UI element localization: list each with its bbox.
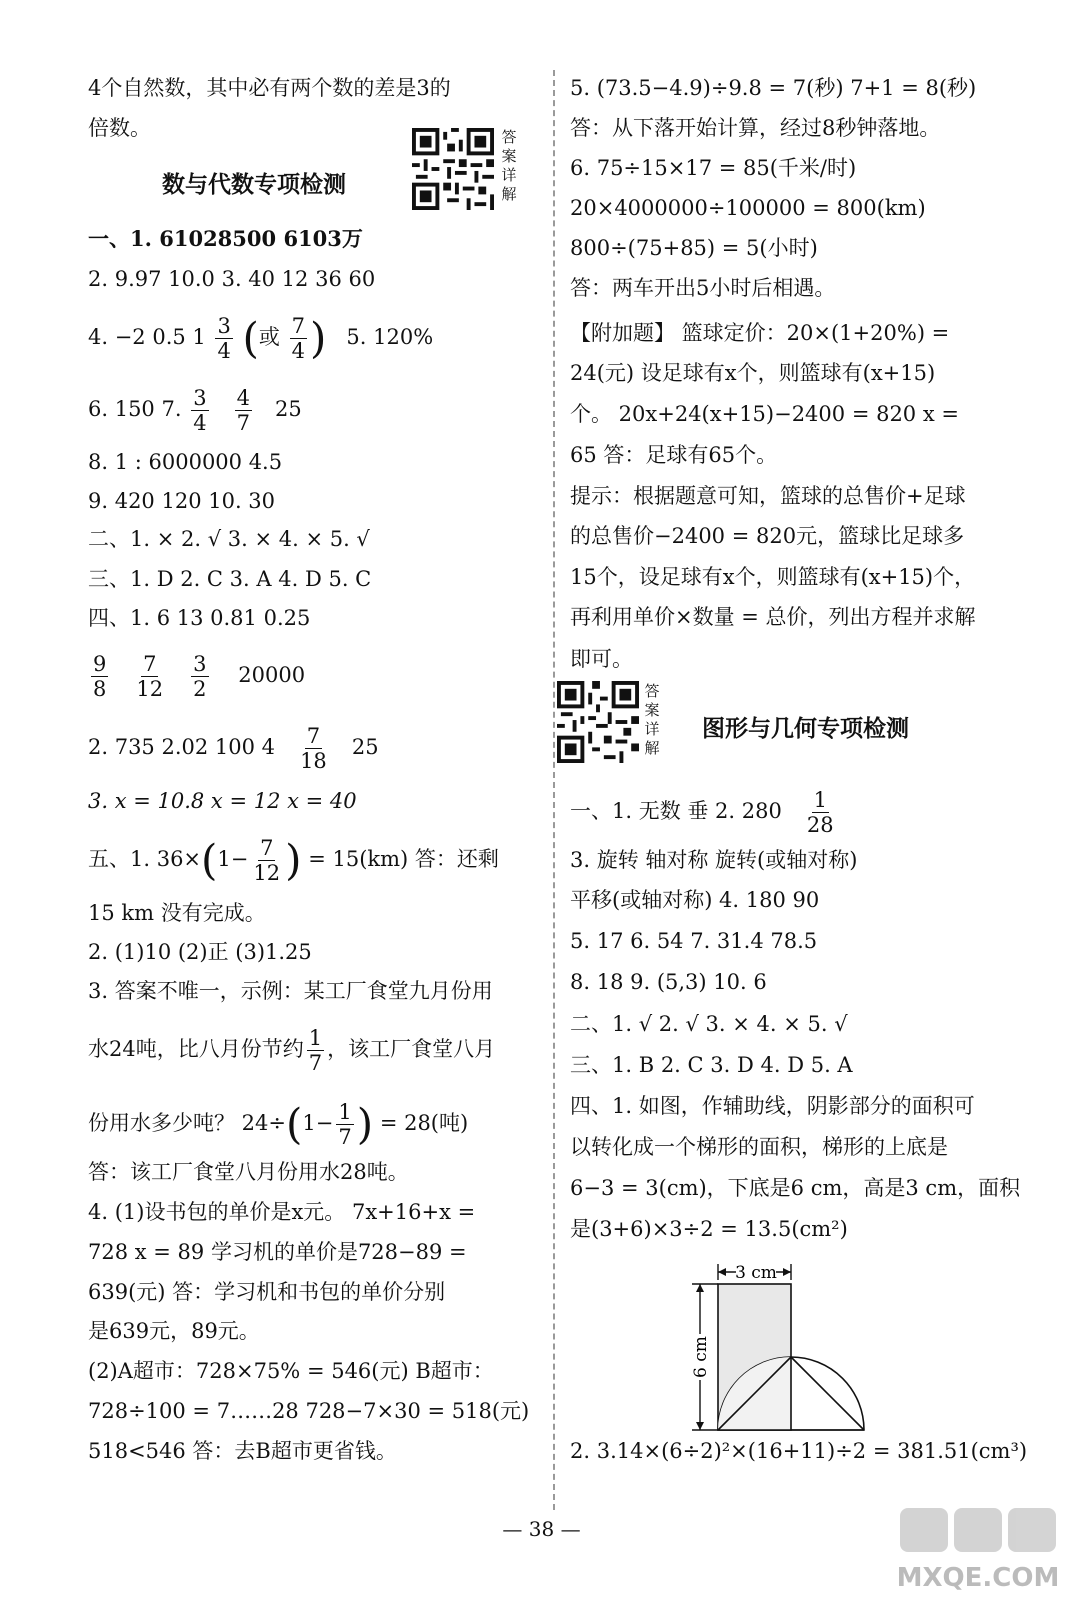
denominator: 8 [93,677,107,701]
text-segment: 水24吨，比八月份节约 [88,1037,304,1061]
text-line: 4个自然数，其中必有两个数的差是3的 [88,76,451,100]
fraction [251,836,282,885]
fraction [805,788,836,837]
answer-line: 三、1. D 2. C 3. A 4. D 5. C [88,567,372,591]
numerator: 9 [93,652,107,676]
answer-line: 20×4000000÷100000 = 800(km) [570,196,926,220]
answer-line: 二、1. √ 2. √ 3. × 4. × 5. √ [570,1012,848,1036]
dimension-label-top: 3 cm [735,1263,777,1283]
denominator: 7 [236,411,250,435]
answer-line: 9. 420 120 10. 30 [88,489,276,513]
answer-line: 800÷(75+85) = 5(小时) [570,236,818,260]
answer-line: (2)A超市：728×75% = 546(元) B超市： [88,1359,494,1383]
text-segment: 一、1. 无数 垂 2. 280 [570,799,782,823]
answer-line: 一、1. 61028500 6103万 [88,226,363,251]
answer-line: 4. (1)设书包的单价是x元。 7x+16+x = [88,1200,476,1224]
answer-line: 答：从下落开始计算，经过8秒钟落地。 [570,116,941,140]
text-segment: = 28(吨) [379,1111,469,1135]
text-segment: = 15(km) 答：还剩 [308,847,499,871]
section-title-algebra: 数与代数专项检测 [162,172,346,198]
qr-caption: 答案详解 [501,128,517,203]
text-segment: 1− [302,1111,334,1135]
qr-code-icon [412,128,494,210]
answer-line: 8. 1 : 6000000 4.5 [88,450,283,474]
text-segment: 4. −2 0.5 1 [88,325,206,349]
answer-line [88,1026,495,1075]
answer-line: 518<546 答：去B超市更省钱。 [88,1439,397,1463]
answer-line: 2. (1)10 (2)正 (3)1.25 [88,940,312,964]
numerator: 1 [338,1100,352,1124]
answer-line: 是639元，89元。 [88,1319,260,1343]
numerator: 7 [306,724,321,748]
answer-line: 2. 9.97 10.0 3. 40 12 36 60 [88,267,376,291]
answer-line: 答：两车开出5小时后相遇。 [570,276,836,300]
text-segment: 5. 120% [346,325,434,349]
answer-line: 3. x = 10.8 x = 12 x = 40 [88,789,357,813]
denominator: 12 [136,677,164,701]
answer-line [88,724,379,773]
text-segment: 20000 [238,663,306,687]
qr-code-icon [557,681,639,763]
text-segment: 25 [275,397,302,421]
fraction [191,386,208,435]
dimension-label-side: 6 cm [691,1336,711,1378]
hint-line: 的总售价−2400 = 820元，篮球比足球多 [570,524,965,548]
numerator: 7 [260,836,274,860]
numerator: 4 [236,386,250,410]
answer-line [570,788,839,837]
numerator: 1 [308,1026,323,1050]
text-segment: 1− [217,847,249,871]
answer-line: 四、1. 如图，作辅助线，阴影部分的面积可 [570,1094,975,1118]
denominator: 2 [193,677,207,701]
answer-line: 8. 18 9. (5,3) 10. 6 [570,970,767,994]
numerator: 7 [291,314,305,338]
fraction [298,724,329,773]
answer-line: 5. (73.5−4.9)÷9.8 = 7(秒) 7+1 = 8(秒) [570,76,977,100]
fraction [134,652,165,701]
text-segment: 2. 735 2.02 100 4 [88,735,276,759]
hint-line: 提示：根据题意可知，篮球的总售价+足球 [570,484,966,508]
answer-line: 是(3+6)×3÷2 = 13.5(cm²) [570,1217,848,1241]
fraction [290,314,307,363]
answer-line: 五、1. 36×(1− $\frac{7}{12}$ ) = 15(km) 答：还剩 [88,835,499,885]
fraction [235,386,252,435]
text-segment: 25 [351,735,379,759]
text-segment: 份用水多少吨？ 24÷ [88,1111,286,1135]
text-line: 倍数。 [88,116,151,140]
fraction [215,314,232,363]
hint-line: 即可。 [570,647,633,671]
hint-line: 再利用单价×数量 = 总价，列出方程并求解 [570,605,976,629]
numerator: 1 [813,788,827,812]
text-segment: 或 [258,325,280,349]
answer-line: 三、1. B 2. C 3. D 4. D 5. A [570,1053,853,1077]
answer-line: 二、1. × 2. √ 3. × 4. × 5. √ [88,527,370,551]
fraction [91,652,108,701]
answer-line: 15 km 没有完成。 [88,901,266,925]
numerator: 3 [193,652,207,676]
answer-line: 四、1. 6 13 0.81 0.25 [88,606,311,630]
text-segment: ，该工厂食堂八月 [327,1037,496,1061]
column-divider [553,70,556,1510]
denominator: 28 [806,813,834,837]
denominator: 12 [253,861,281,885]
watermark-text: MXQE.COM [896,1563,1060,1593]
denominator: 7 [338,1125,352,1149]
denominator: 4 [217,339,231,363]
numerator: 3 [217,314,231,338]
text-segment: 6. 150 7. [88,397,182,421]
answer-line: 639(元) 答：学习机和书包的单价分别 [88,1280,446,1304]
denominator: 18 [300,749,327,773]
section-title-geometry: 图形与几何专项检测 [702,716,909,742]
answer-line: 【附加题】 篮球定价：20×(1+20%) = [570,321,950,345]
qr-caption: 答案详解 [644,682,660,757]
page-number: — 38 — [502,1517,581,1541]
fraction [307,1026,324,1075]
answer-line: 5. 17 6. 54 7. 31.4 78.5 [570,929,818,953]
answer-line: 4. −2 0.5 1 $\frac{3}{4}$ (或 $\frac{7}{4}$ ) 5. 120% [88,313,434,363]
denominator: 4 [193,411,207,435]
answer-line: 平移(或轴对称) 4. 180 90 [570,888,820,912]
answer-line: 728÷100 = 7……28 728−7×30 = 518(元) [88,1399,530,1423]
answer-line: 6−3 = 3(cm)，下底是6 cm，高是3 cm，面积 [570,1176,1021,1200]
hint-line: 15个，设足球有x个，则篮球有(x+15)个， [570,565,976,589]
watermark-logo [878,1502,1078,1597]
fraction [191,652,208,701]
answer-line: 2. 3.14×(6÷2)²×(16+11)÷2 = 381.51(cm³) [570,1439,1028,1463]
answer-line [88,386,302,435]
answer-line: 以转化成一个梯形的面积，梯形的上底是 [570,1135,948,1159]
answer-line: 个。 20x+24(x+15)−2400 = 820 x = [570,402,959,426]
answer-line: 3. 答案不唯一，示例：某工厂食堂九月份用 [88,979,493,1003]
answer-line: 24(元) 设足球有x个，则篮球有(x+15) [570,361,936,385]
answer-line: 728 x = 89 学习机的单价是728−89 = [88,1240,467,1264]
answer-line: 份用水多少吨？ 24÷(1− $\frac{1}{7}$ ) = 28(吨) [88,1099,469,1149]
numerator: 3 [193,386,207,410]
numerator: 7 [143,652,157,676]
fraction [336,1100,353,1149]
answer-line: 65 答：足球有65个。 [570,443,778,467]
geometry-figure [680,1258,870,1438]
denominator: 7 [308,1051,323,1075]
answer-line: 6. 75÷15×17 = 85(千米/时) [570,156,857,180]
denominator: 4 [291,339,305,363]
answer-line: 3. 旋转 轴对称 旋转(或轴对称) [570,848,858,872]
answer-line: 答：该工厂食堂八月份用水28吨。 [88,1160,409,1184]
text-segment: 五、1. 36× [88,847,202,871]
answer-line [88,652,305,701]
